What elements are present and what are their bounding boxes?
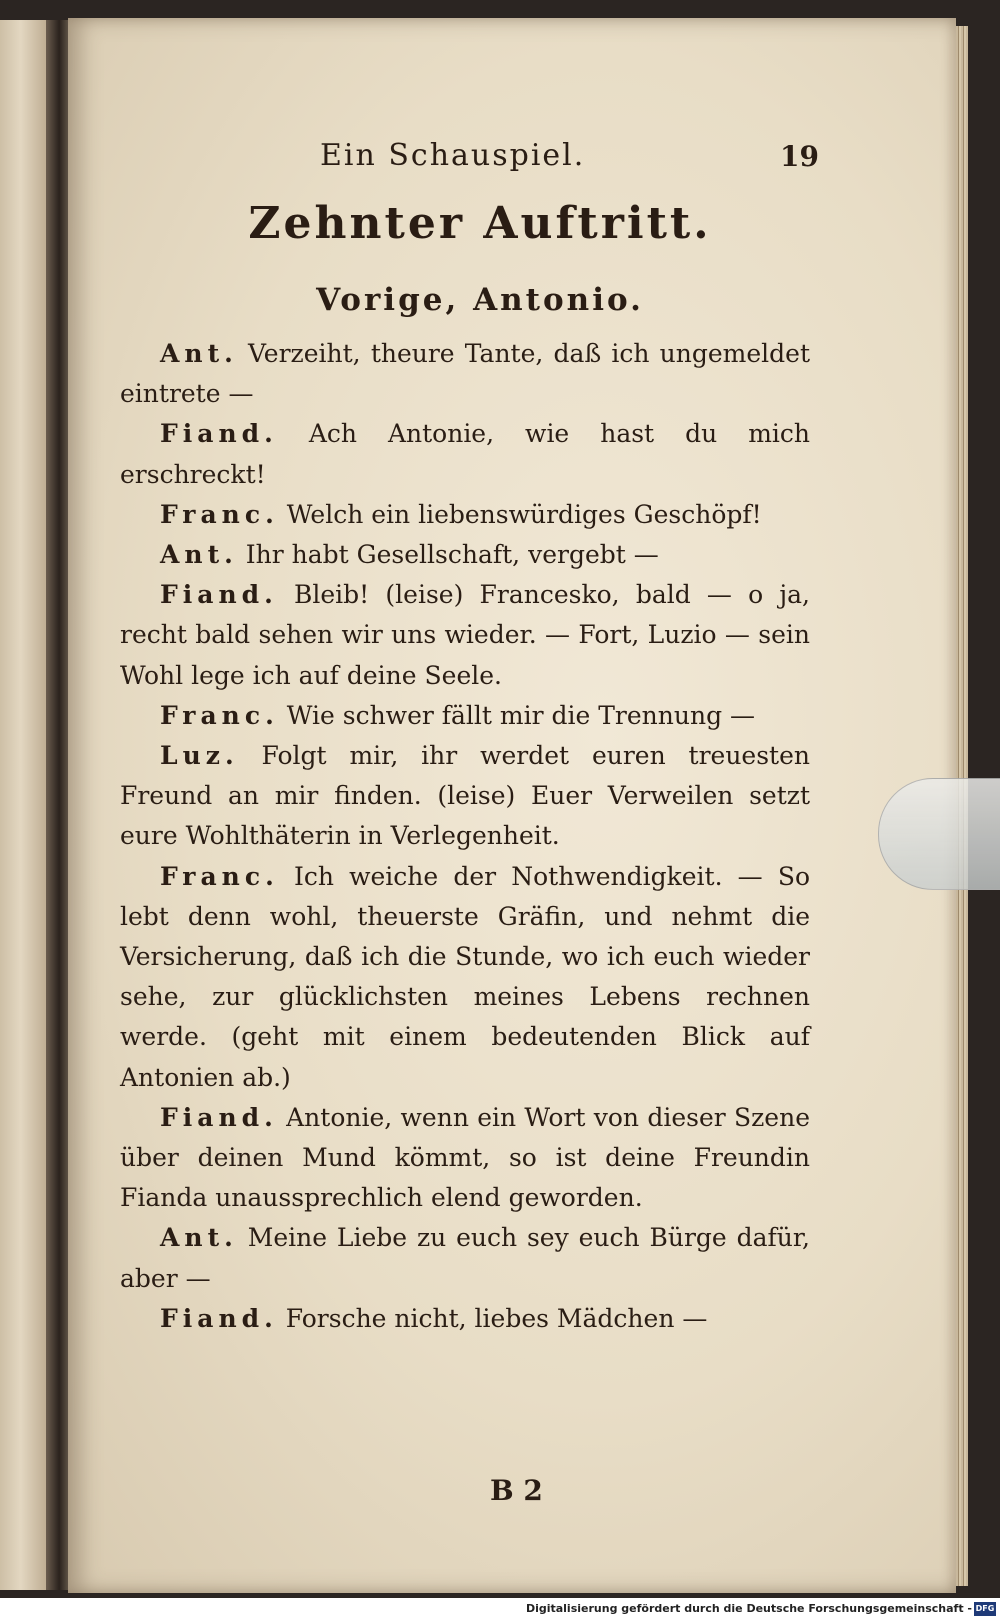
dfg-logo: DFG (974, 1602, 996, 1616)
speech (120, 736, 810, 857)
speaker-label: Ant. (160, 339, 238, 368)
scene-title: Zehnter Auftritt. (248, 198, 712, 249)
signature-mark: B 2 (490, 1474, 543, 1507)
speaker-label: Fiand. (160, 419, 278, 449)
speech (120, 535, 810, 575)
speech (120, 1299, 810, 1339)
speech-text: Ach Antonie, wie hast du mich erschreckt! (120, 419, 810, 489)
book-gutter (46, 20, 68, 1590)
left-page-edge (0, 20, 46, 1590)
scene-persons: Vorige, Antonio. (316, 282, 644, 318)
speaker-label: Fiand. (160, 580, 278, 610)
speech (120, 696, 810, 736)
speaker-label: Franc. (160, 861, 279, 891)
speech-text: Verzeiht, theure Tante, daß ich ungemeldet eintrete — (120, 339, 810, 409)
speech-text: Antonie, wenn ein Wort von dieser Szene über deinen Mund kömmt, so ist deine Freundin Fianda unaussprechlich elend geworden. (120, 1102, 810, 1213)
speech (120, 857, 810, 1098)
speech (120, 1218, 810, 1298)
speech-text: Bleib! (leise) Francesko, bald — o ja, recht bald sehen wir uns wieder. — Fort, Luzio — sein Wohl lege ich auf deine Seele. (120, 580, 810, 690)
speech (120, 495, 810, 535)
speech-text: Folgt mir, ihr werdet euren treuesten Freund an mir finden. (leise) Euer Verweilen setzt eure Wohlthäterin in Verlegenheit. (120, 741, 811, 851)
page-number: 19 (780, 140, 819, 173)
page-clip (878, 778, 1000, 890)
speech-text: Ich weiche der Nothwendigkeit. — So lebt denn wohl, theuerste Gräfin, und nehmt die Versicherung, daß ich die Stunde, wo ich euch wieder sehe, zur glücklichsten meines Lebens rechnen werde. (geht mit einem bedeutenden Blick auf Antonien ab.) (120, 861, 810, 1092)
speech-text: Ihr habt Gesellschaft, vergebt — (245, 540, 659, 570)
speech (120, 575, 810, 696)
speaker-label: Ant. (160, 1223, 238, 1253)
speech-text: Wie schwer fällt mir die Trennung — (286, 700, 756, 730)
speech-text: Welch ein liebenswürdiges Geschöpf! (286, 499, 762, 529)
speaker-label: Franc. (160, 700, 279, 730)
funding-credit: Digitalisierung gefördert durch die Deutsche Forschungsgemeinschaft - (525, 1602, 972, 1615)
speaker-label: Ant. (160, 540, 238, 570)
speaker-label: Fiand. (160, 1303, 278, 1333)
speaker-label: Franc. (160, 499, 279, 529)
dialogue-block (120, 334, 810, 1339)
speech (120, 334, 810, 414)
speaker-label: Fiand. (160, 1102, 278, 1132)
speaker-label: Luz. (160, 741, 239, 771)
speech-text: Forsche nicht, liebes Mädchen — (285, 1303, 708, 1333)
footer-bar (0, 1598, 1000, 1622)
speech-text: Meine Liebe zu euch sey euch Bürge dafür, aber — (120, 1223, 810, 1293)
speech (120, 1098, 810, 1219)
running-head: Ein Schauspiel. (320, 138, 586, 173)
speech (120, 414, 810, 494)
